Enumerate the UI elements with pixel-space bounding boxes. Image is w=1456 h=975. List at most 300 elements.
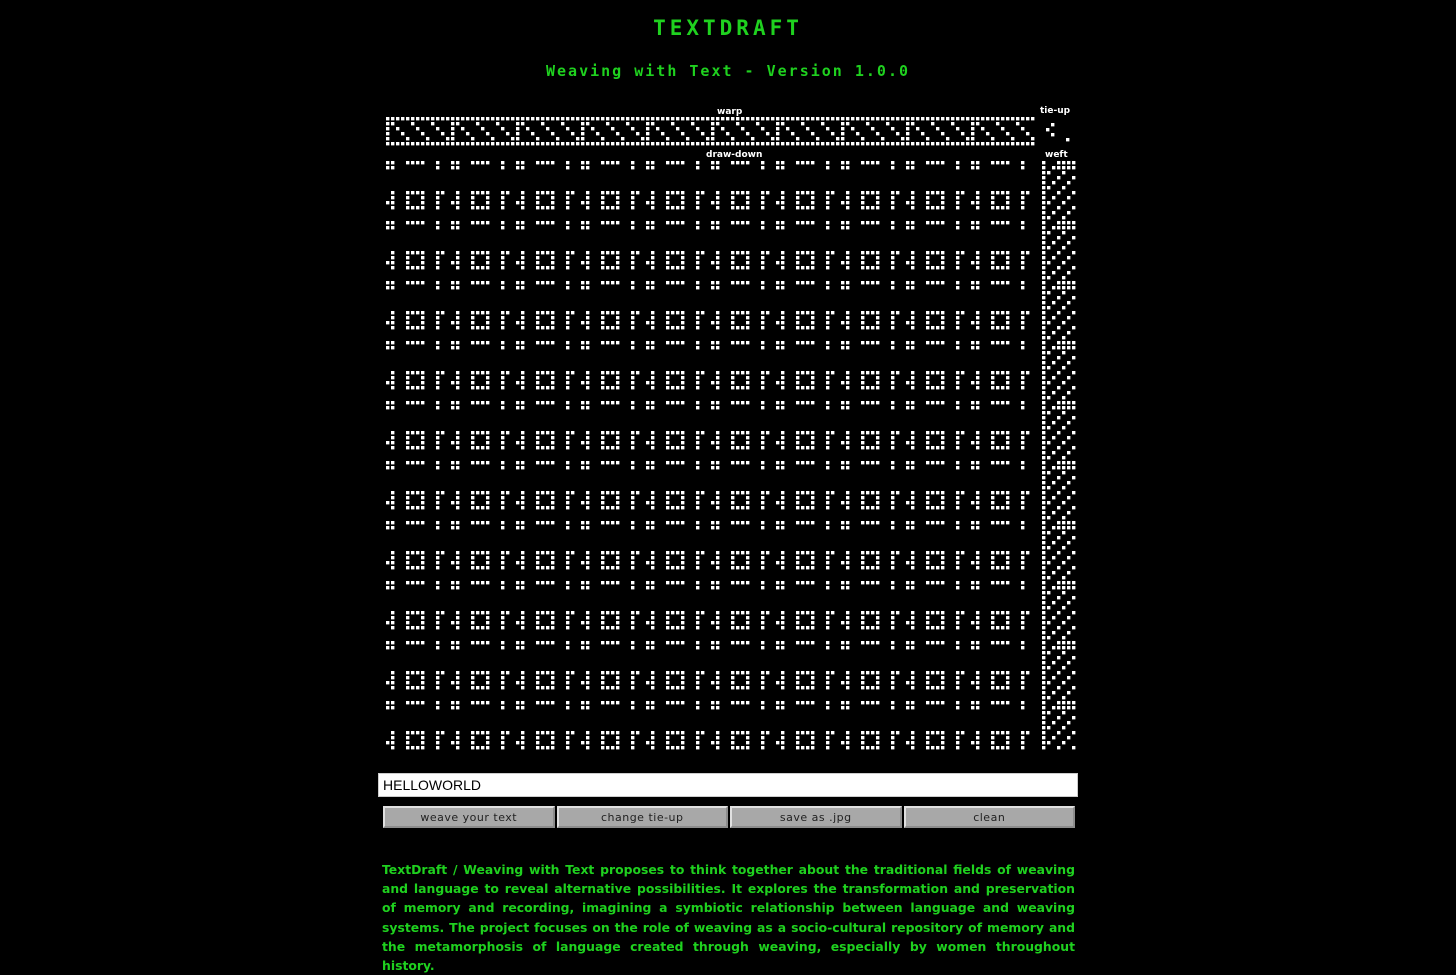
- drawdown-cell: [476, 371, 479, 374]
- drawdown-cell: [781, 386, 784, 389]
- weft-cell: [1052, 301, 1055, 304]
- warp-cell: [921, 132, 924, 135]
- drawdown-cell: [646, 466, 649, 469]
- drawdown-cell: [841, 406, 844, 409]
- weft-cell: [1072, 341, 1075, 344]
- weft-cell: [1042, 436, 1045, 439]
- drawdown-cell: [536, 521, 539, 524]
- warp-cell: [1021, 127, 1024, 130]
- drawdown-cell: [411, 371, 414, 374]
- drawdown-cell: [586, 256, 589, 259]
- drawdown-cell: [941, 741, 944, 744]
- drawdown-cell: [581, 166, 584, 169]
- drawdown-cell: [501, 626, 504, 629]
- drawdown-cell: [891, 256, 894, 259]
- drawdown-cell: [631, 201, 634, 204]
- drawdown-cell: [976, 581, 979, 584]
- drawdown-cell: [746, 561, 749, 564]
- drawdown-cell: [436, 316, 439, 319]
- weft-cell: [1042, 476, 1045, 479]
- drawdown-cell: [486, 341, 489, 344]
- warp-cell: [491, 137, 494, 140]
- drawdown-cell: [646, 501, 649, 504]
- drawdown-cell: [646, 161, 649, 164]
- drawdown-cell: [741, 326, 744, 329]
- drawdown-cell: [411, 491, 414, 494]
- drawdown-cell: [891, 321, 894, 324]
- drawdown-cell: [456, 506, 459, 509]
- drawdown-cell: [866, 701, 869, 704]
- drawdown-cell: [536, 461, 539, 464]
- drawdown-cell: [631, 316, 634, 319]
- drawdown-cell: [876, 251, 879, 254]
- drawdown-cell: [746, 681, 749, 684]
- drawdown-cell: [456, 611, 459, 614]
- drawdown-cell: [746, 671, 749, 674]
- weft-cell: [1052, 511, 1055, 514]
- drawdown-cell: [651, 431, 654, 434]
- weft-cell: [1047, 621, 1050, 624]
- drawdown-cell: [1021, 641, 1024, 644]
- drawdown-cell: [826, 686, 829, 689]
- drawdown-cell: [996, 326, 999, 329]
- weft-cell: [1062, 701, 1065, 704]
- drawdown-cell: [536, 386, 539, 389]
- weft-cell: [1067, 691, 1070, 694]
- drawdown-cell: [731, 501, 734, 504]
- drawdown-cell: [666, 201, 669, 204]
- drawdown-cell: [606, 521, 609, 524]
- drawdown-cell: [761, 201, 764, 204]
- drawdown-cell: [811, 741, 814, 744]
- drawdown-cell: [941, 501, 944, 504]
- drawdown-cell: [806, 566, 809, 569]
- drawdown-cell: [471, 436, 474, 439]
- drawdown-cell: [731, 446, 734, 449]
- drawdown-cell: [731, 161, 734, 164]
- drawdown-cell: [746, 436, 749, 439]
- drawdown-cell: [811, 581, 814, 584]
- warp-cell: [816, 137, 819, 140]
- warp-cell: [906, 132, 909, 135]
- warp-cell: [986, 142, 989, 145]
- weft-cell: [1042, 191, 1045, 194]
- drawdown-cell: [586, 386, 589, 389]
- drawdown-cell: [616, 311, 619, 314]
- drawdown-cell: [616, 686, 619, 689]
- clean-button[interactable]: clean: [904, 806, 1076, 828]
- drawdown-cell: [701, 191, 704, 194]
- drawdown-cell: [826, 701, 829, 704]
- weft-cell: [1047, 666, 1050, 669]
- drawdown-cell: [801, 581, 804, 584]
- drawdown-cell: [906, 641, 909, 644]
- drawdown-cell: [486, 566, 489, 569]
- weft-cell: [1067, 571, 1070, 574]
- drawdown-cell: [666, 616, 669, 619]
- drawdown-cell: [521, 561, 524, 564]
- drawdown-cell: [606, 281, 609, 284]
- drawdown-cell: [1001, 731, 1004, 734]
- drawdown-cell: [571, 251, 574, 254]
- weave-button[interactable]: weave your text: [383, 806, 555, 828]
- warp-cell: [391, 117, 394, 120]
- drawdown-cell: [676, 341, 679, 344]
- drawdown-cell: [926, 401, 929, 404]
- drawdown-cell: [481, 341, 484, 344]
- drawdown-cell: [676, 191, 679, 194]
- drawdown-cell: [616, 326, 619, 329]
- drawdown-cell: [456, 676, 459, 679]
- drawdown-cell: [846, 196, 849, 199]
- weft-cell: [1047, 636, 1050, 639]
- drawdown-cell: [486, 501, 489, 504]
- drawdown-cell: [391, 561, 394, 564]
- drawdown-cell: [506, 431, 509, 434]
- drawdown-cell: [681, 731, 684, 734]
- drawdown-cell: [566, 461, 569, 464]
- weft-cell: [1072, 586, 1075, 589]
- drawdown-cell: [781, 431, 784, 434]
- drawdown-cell: [716, 446, 719, 449]
- drawdown-cell: [891, 381, 894, 384]
- drawdown-cell: [536, 556, 539, 559]
- drawdown-cell: [871, 626, 874, 629]
- drawdown-cell: [696, 206, 699, 209]
- warp-cell: [441, 142, 444, 145]
- drawdown-cell: [991, 341, 994, 344]
- drawdown-cell: [956, 386, 959, 389]
- weft-cell: [1062, 161, 1065, 164]
- drawdown-cell: [471, 676, 474, 679]
- warp-cell: [666, 142, 669, 145]
- drawdown-cell: [501, 706, 504, 709]
- drawdown-cell: [866, 626, 869, 629]
- drawdown-cell: [391, 491, 394, 494]
- drawdown-cell: [391, 386, 394, 389]
- drawdown-cell: [761, 406, 764, 409]
- warp-cell: [786, 142, 789, 145]
- drawdown-cell: [976, 251, 979, 254]
- drawdown-cell: [516, 286, 519, 289]
- drawdown-cell: [891, 461, 894, 464]
- drawdown-cell: [651, 266, 654, 269]
- drawdown-cell: [416, 326, 419, 329]
- drawdown-cell: [646, 226, 649, 229]
- drawdown-cell: [841, 286, 844, 289]
- drawdown-cell: [866, 326, 869, 329]
- warp-cell: [636, 142, 639, 145]
- drawdown-cell: [991, 686, 994, 689]
- warp-cell: [1001, 127, 1004, 130]
- drawdown-cell: [566, 281, 569, 284]
- weft-cell: [1067, 706, 1070, 709]
- drawdown-cell: [871, 311, 874, 314]
- drawdown-cell: [436, 611, 439, 614]
- drawdown-cell: [976, 671, 979, 674]
- drawdown-cell: [696, 441, 699, 444]
- warp-cell: [601, 117, 604, 120]
- warp-cell: [651, 122, 654, 125]
- drawdown-cell: [436, 221, 439, 224]
- drawdown-cell: [826, 341, 829, 344]
- drawdown-cell: [736, 341, 739, 344]
- warp-cell: [506, 132, 509, 135]
- drawdown-cell: [551, 196, 554, 199]
- drawdown-cell: [806, 686, 809, 689]
- drawdown-cell: [911, 501, 914, 504]
- drawdown-cell: [611, 341, 614, 344]
- drawdown-cell: [651, 206, 654, 209]
- drawdown-cell: [831, 191, 834, 194]
- drawdown-cell: [846, 346, 849, 349]
- drawdown-cell: [841, 706, 844, 709]
- warp-cell: [706, 137, 709, 140]
- drawdown-cell: [666, 551, 669, 554]
- drawdown-cell: [566, 566, 569, 569]
- change-tie-up-button[interactable]: change tie-up: [557, 806, 729, 828]
- drawdown-cell: [806, 551, 809, 554]
- drawdown-cell: [611, 641, 614, 644]
- drawdown-cell: [606, 551, 609, 554]
- drawdown-cell: [796, 741, 799, 744]
- drawdown-cell: [846, 226, 849, 229]
- drawdown-cell: [636, 311, 639, 314]
- warp-cell: [561, 117, 564, 120]
- drawdown-cell: [406, 381, 409, 384]
- save-jpg-button[interactable]: save as .jpg: [730, 806, 902, 828]
- drawdown-cell: [841, 321, 844, 324]
- weft-cell: [1072, 161, 1075, 164]
- weft-cell: [1042, 431, 1045, 434]
- drawdown-cell: [806, 581, 809, 584]
- drawdown-cell: [391, 566, 394, 569]
- weft-cell: [1062, 666, 1065, 669]
- drawdown-cell: [906, 161, 909, 164]
- weft-cell: [1062, 591, 1065, 594]
- drawdown-cell: [436, 686, 439, 689]
- drawdown-cell: [516, 346, 519, 349]
- warp-cell: [721, 117, 724, 120]
- weft-cell: [1067, 701, 1070, 704]
- weft-cell: [1072, 536, 1075, 539]
- drawdown-cell: [861, 381, 864, 384]
- drawdown-cell: [631, 256, 634, 259]
- drawdown-cell: [681, 381, 684, 384]
- drawdown-cell: [601, 671, 604, 674]
- warp-cell: [946, 117, 949, 120]
- drawdown-cell: [991, 206, 994, 209]
- drawdown-cell: [651, 556, 654, 559]
- drawdown-cell: [406, 731, 409, 734]
- drawdown-cell: [941, 196, 944, 199]
- drawdown-cell: [501, 446, 504, 449]
- weft-cell: [1072, 491, 1075, 494]
- weft-cell: [1072, 581, 1075, 584]
- drawdown-cell: [746, 431, 749, 434]
- drawdown-cell: [536, 496, 539, 499]
- drawdown-cell: [646, 406, 649, 409]
- drawdown-cell: [391, 256, 394, 259]
- drawdown-cell: [746, 191, 749, 194]
- drawdown-cell: [996, 266, 999, 269]
- drawdown-cell: [416, 431, 419, 434]
- warp-cell: [386, 127, 389, 130]
- drawdown-cell: [521, 316, 524, 319]
- weft-cell: [1042, 716, 1045, 719]
- drawdown-cell: [651, 256, 654, 259]
- drawdown-cell: [456, 406, 459, 409]
- drawdown-cell: [696, 646, 699, 649]
- drawdown-cell: [501, 496, 504, 499]
- drawdown-cell: [811, 611, 814, 614]
- drawdown-cell: [776, 706, 779, 709]
- drawdown-cell: [676, 206, 679, 209]
- drawdown-cell: [631, 616, 634, 619]
- drawdown-cell: [781, 286, 784, 289]
- drawdown-cell: [846, 371, 849, 374]
- drawdown-cell: [696, 641, 699, 644]
- drawdown-cell: [996, 341, 999, 344]
- drawdown-cell: [391, 506, 394, 509]
- drawdown-cell: [581, 466, 584, 469]
- weft-cell: [1047, 231, 1050, 234]
- drawdown-cell: [421, 431, 424, 434]
- drawdown-cell: [866, 251, 869, 254]
- drawdown-cell: [891, 326, 894, 329]
- drawdown-cell: [636, 491, 639, 494]
- drawdown-cell: [471, 611, 474, 614]
- drawdown-cell: [891, 626, 894, 629]
- drawdown-cell: [521, 251, 524, 254]
- drawdown-cell: [991, 616, 994, 619]
- drawdown-cell: [441, 551, 444, 554]
- drawdown-cell: [456, 646, 459, 649]
- drawdown-cell: [586, 491, 589, 494]
- drawdown-cell: [416, 581, 419, 584]
- drawdown-cell: [801, 491, 804, 494]
- drawdown-cell: [866, 266, 869, 269]
- drawdown-cell: [861, 401, 864, 404]
- drawdown-cell: [781, 251, 784, 254]
- text-input[interactable]: [378, 773, 1078, 797]
- drawdown-cell: [931, 326, 934, 329]
- drawdown-cell: [651, 521, 654, 524]
- drawdown-cell: [846, 506, 849, 509]
- drawdown-cell: [581, 501, 584, 504]
- warp-cell: [566, 127, 569, 130]
- drawdown-cell: [971, 441, 974, 444]
- warp-cell: [721, 127, 724, 130]
- drawdown-cell: [601, 266, 604, 269]
- warp-cell: [781, 142, 784, 145]
- drawdown-cell: [386, 641, 389, 644]
- drawdown-cell: [616, 371, 619, 374]
- drawdown-cell: [731, 741, 734, 744]
- warp-cell: [811, 132, 814, 135]
- warp-cell: [481, 117, 484, 120]
- drawdown-cell: [586, 226, 589, 229]
- drawdown-cell: [471, 326, 474, 329]
- drawdown-cell: [871, 671, 874, 674]
- drawdown-cell: [586, 261, 589, 264]
- drawdown-cell: [1001, 206, 1004, 209]
- drawdown-cell: [551, 621, 554, 624]
- drawdown-cell: [826, 616, 829, 619]
- weft-cell: [1042, 566, 1045, 569]
- warp-cell: [486, 142, 489, 145]
- drawdown-cell: [456, 621, 459, 624]
- drawdown-cell: [1021, 626, 1024, 629]
- warp-cell: [576, 117, 579, 120]
- drawdown-cell: [1021, 251, 1024, 254]
- drawdown-cell: [671, 281, 674, 284]
- drawdown-cell: [601, 521, 604, 524]
- drawdown-cell: [926, 506, 929, 509]
- drawdown-cell: [646, 286, 649, 289]
- drawdown-cell: [1021, 491, 1024, 494]
- drawdown-cell: [991, 701, 994, 704]
- warp-cell: [1026, 117, 1029, 120]
- drawdown-cell: [781, 201, 784, 204]
- drawdown-cell: [1021, 316, 1024, 319]
- drawdown-cell: [551, 431, 554, 434]
- warp-cell: [751, 137, 754, 140]
- weft-cell: [1062, 636, 1065, 639]
- drawdown-cell: [486, 556, 489, 559]
- warp-cell: [666, 137, 669, 140]
- drawdown-cell: [956, 506, 959, 509]
- drawdown-cell: [936, 566, 939, 569]
- weft-cell: [1047, 186, 1050, 189]
- drawdown-cell: [486, 376, 489, 379]
- drawdown-cell: [386, 646, 389, 649]
- warp-cell: [971, 127, 974, 130]
- drawdown-cell: [1021, 736, 1024, 739]
- drawdown-cell: [926, 676, 929, 679]
- drawdown-cell: [651, 686, 654, 689]
- drawdown-cell: [696, 491, 699, 494]
- weft-cell: [1062, 426, 1065, 429]
- drawdown-cell: [731, 196, 734, 199]
- drawdown-cell: [796, 386, 799, 389]
- drawdown-cell: [676, 491, 679, 494]
- drawdown-cell: [806, 311, 809, 314]
- drawdown-cell: [731, 746, 734, 749]
- weft-cell: [1072, 221, 1075, 224]
- drawdown-cell: [521, 386, 524, 389]
- drawdown-cell: [566, 386, 569, 389]
- weft-cell: [1047, 336, 1050, 339]
- drawdown-cell: [411, 731, 414, 734]
- drawdown-cell: [796, 501, 799, 504]
- drawdown-cell: [391, 311, 394, 314]
- drawdown-cell: [991, 461, 994, 464]
- drawdown-cell: [416, 266, 419, 269]
- drawdown-cell: [891, 261, 894, 264]
- drawdown-cell: [456, 616, 459, 619]
- drawdown-cell: [676, 551, 679, 554]
- weft-cell: [1047, 486, 1050, 489]
- drawdown-cell: [871, 746, 874, 749]
- weft-cell: [1042, 536, 1045, 539]
- weft-cell: [1042, 731, 1045, 734]
- weft-cell: [1062, 261, 1065, 264]
- tie-up-grid[interactable]: [1046, 123, 1076, 147]
- weft-cell: [1042, 341, 1045, 344]
- drawdown-cell: [781, 641, 784, 644]
- drawdown-cell: [926, 201, 929, 204]
